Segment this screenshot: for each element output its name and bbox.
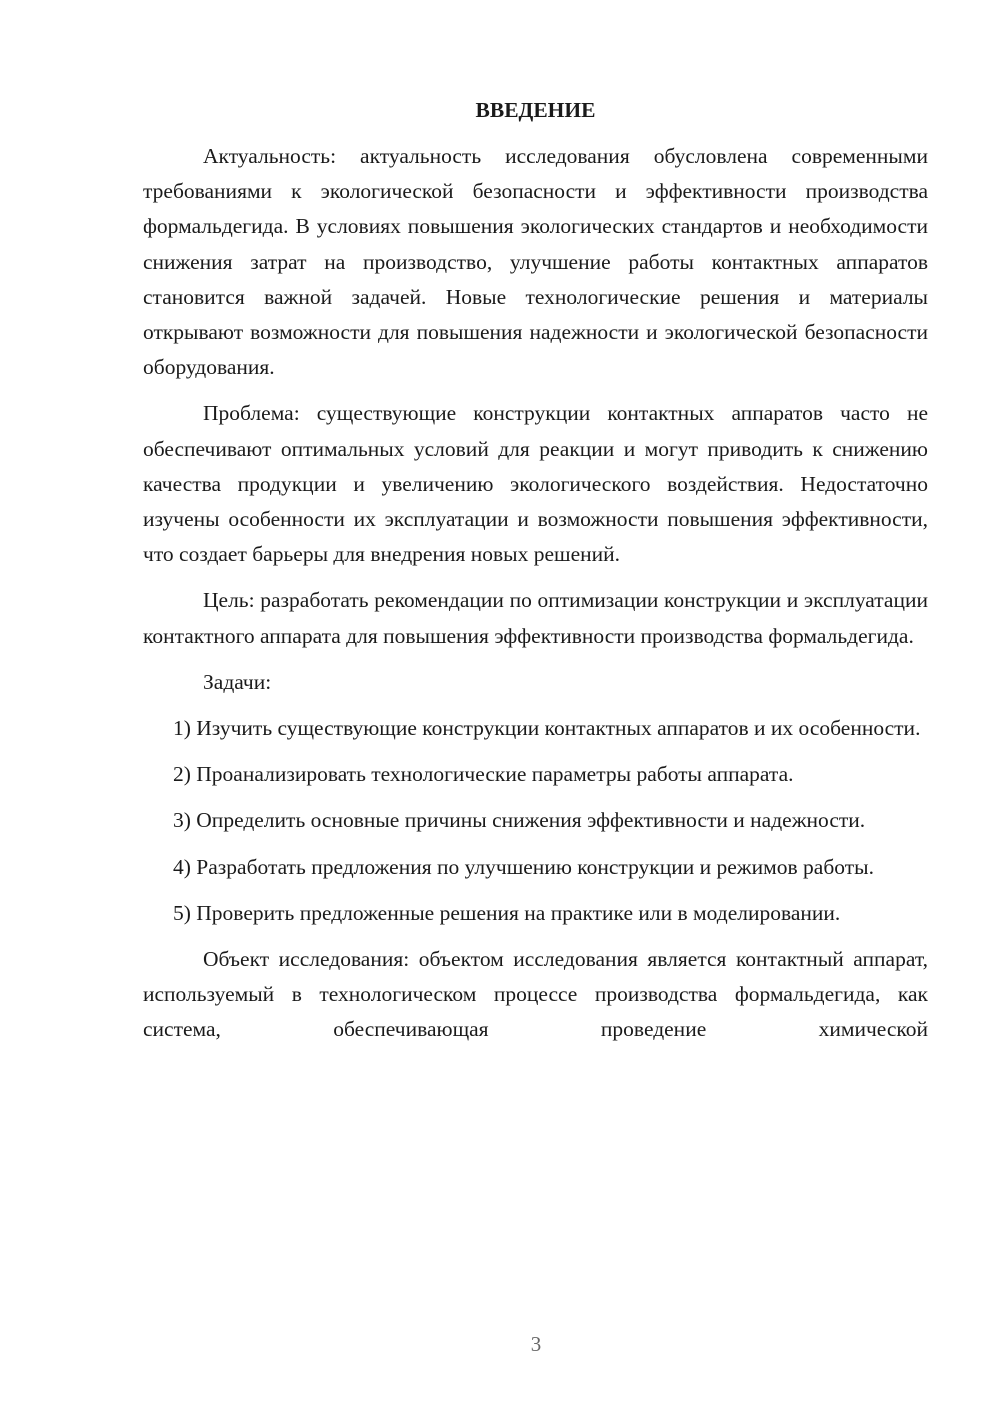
task-item: 5) Проверить предложенные решения на практике или в моделировании. [173, 900, 841, 925]
page-number: 3 [530, 1332, 542, 1356]
task-item: 3) Определить основные причины снижения эффективности и надежности. [173, 808, 866, 833]
task-item: 4) Разработать предложения по улучшению конструкции и режимов работы. [173, 854, 874, 879]
page-body [143, 93, 928, 1059]
object-paragraph: Объект исследования: объектом исследования является контактный аппарат, используемый в технологическом процессе производства формальдегида, как система, обеспечивающая проведение химической [143, 947, 928, 1042]
task-item: 1) Изучить существующие конструкции контактных аппаратов и их особенности. [173, 716, 921, 741]
problem-paragraph: Проблема: существующие конструкции контактных аппаратов часто не обеспечивают оптимальных условий для реакции и могут приводить к снижению качества продукции и увеличению экологического воздействия. Недостаточно изучены особенности их эксплуатации и возможности повышения эффективности, что создает барьеры для внедрения новых решений. [143, 401, 928, 567]
goal-paragraph: Цель: разработать рекомендации по оптимизации конструкции и эксплуатации контактного аппарата для повышения эффективности производства формальдегида. [143, 588, 928, 648]
task-item: 2) Проанализировать технологические параметры работы аппарата. [173, 762, 794, 787]
tasks-heading: Задачи: [203, 669, 272, 694]
section-title: ВВЕДЕНИЕ [475, 98, 596, 122]
relevance-paragraph: Актуальность: актуальность исследования обусловлена современными требованиями к экологической безопасности и эффективности производства формальдегида. В условиях повышения экологических стандартов и необходимости снижения затрат на производство, улучшение работы контактных аппаратов становится важной задачей. Новые технологические решения и материалы открывают возможности для повышения надежности и экологической безопасности оборудования. [143, 144, 928, 380]
